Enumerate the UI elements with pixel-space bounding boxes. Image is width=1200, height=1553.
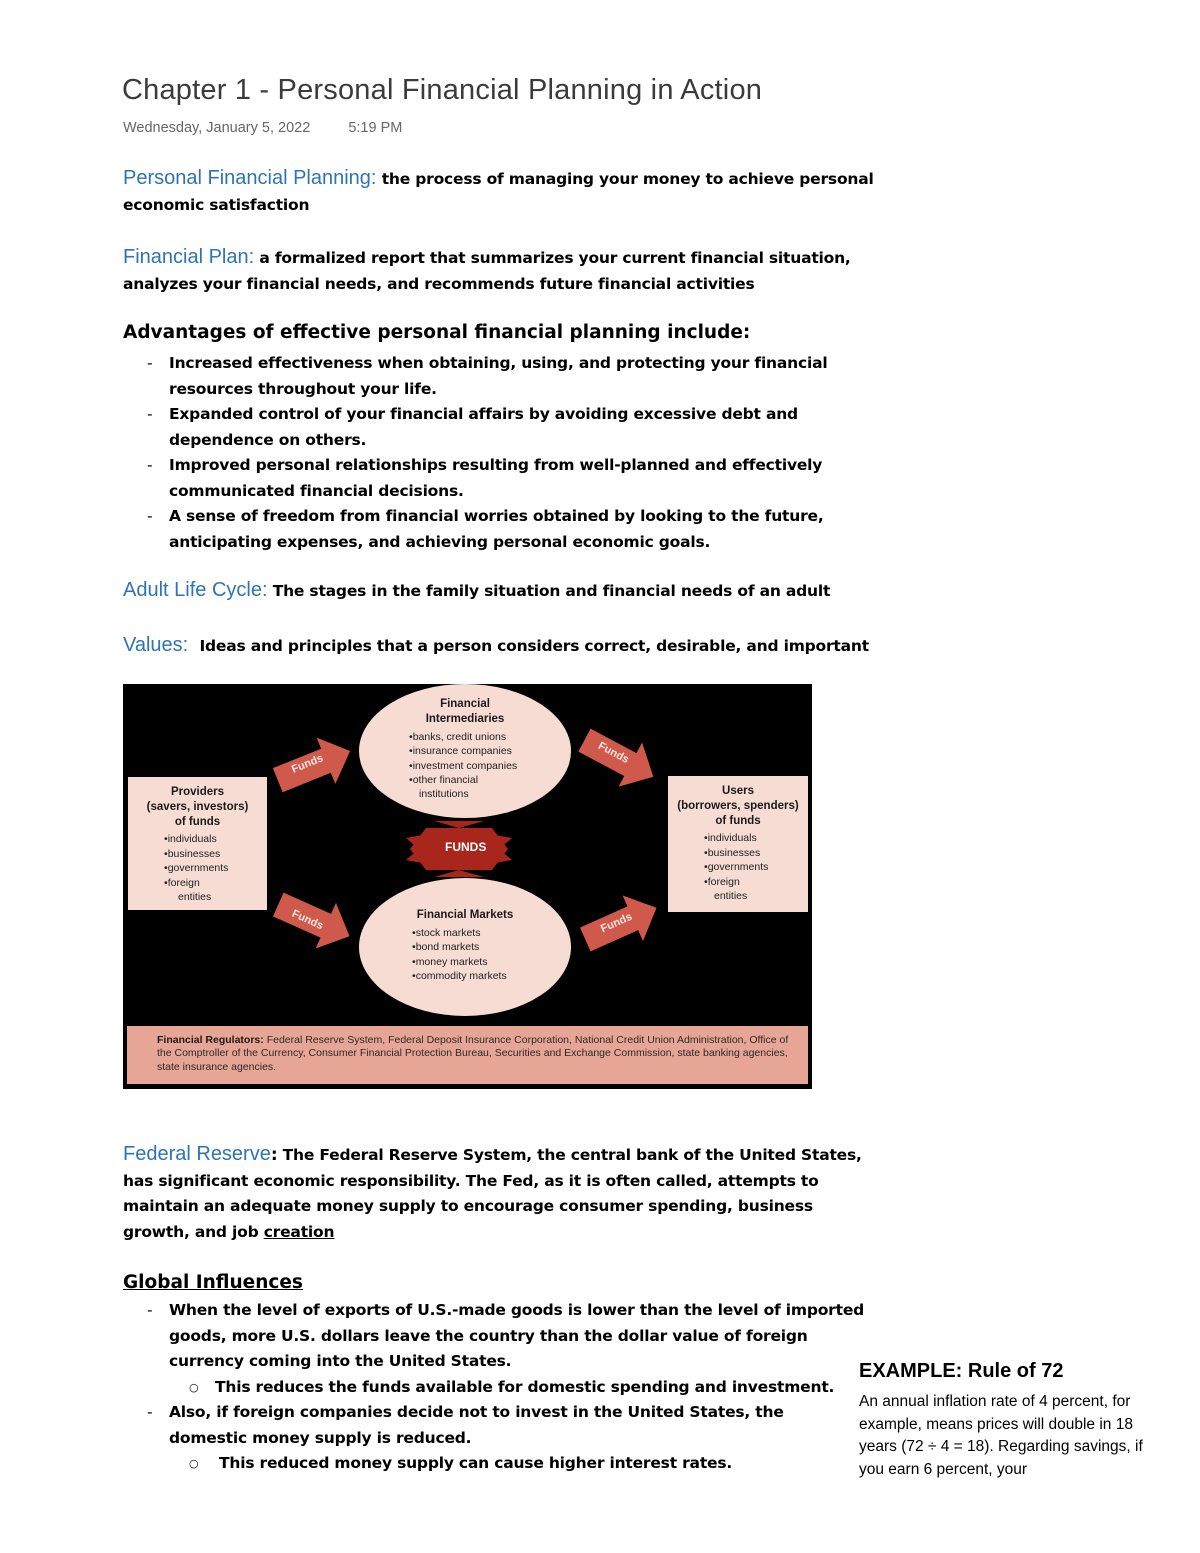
definition-text: The Federal Reserve System, the central bank of the United States, has significant economic responsibility. The Fed, as it is often called, attempts to maintain an adequate money supply to encourage consumer spending, business growth, and job: [123, 1146, 862, 1241]
financial-system-diagram: [123, 684, 812, 1089]
regulators-label: Financial Regulators:: [157, 1034, 264, 1046]
list-item: • governments: [164, 861, 267, 876]
list-item: • commodity markets: [412, 969, 571, 983]
sub-list-item: ○ This reduces the funds available for domestic spending and investment.: [123, 1375, 865, 1401]
definition-federal-reserve: [123, 1142, 883, 1245]
page-title: Chapter 1 - Personal Financial Planning in Action: [122, 74, 763, 106]
providers-subtitle: of funds: [174, 816, 221, 828]
list-item-continuation: institutions: [419, 788, 469, 801]
list-item: • foreign: [704, 875, 808, 890]
list-item: • bond markets: [412, 940, 571, 954]
intermediaries-title: Intermediaries: [425, 713, 505, 725]
page-date: Wednesday, January 5, 2022: [123, 120, 311, 136]
list-item: • governments: [704, 860, 808, 875]
list-item: • banks, credit unions: [409, 730, 571, 744]
definition-financial-plan: [123, 244, 893, 297]
example-text: An annual inflation rate of 4 percent, for example, means prices will double in 18 years (72 ÷ 4 = 18). Regarding savings, if you earn 6 percent, your: [859, 1393, 1143, 1478]
definition-last-word: creation: [263, 1222, 335, 1241]
definition-personal-financial-planning: [123, 165, 893, 218]
providers-box: [128, 777, 267, 910]
list-item: • money markets: [412, 955, 571, 969]
definition-text: a formalized report that summarizes your current financial situation, analyzes your financial needs, and recommends future financial activities: [123, 249, 851, 293]
advantages-list: [123, 351, 893, 555]
center-arrow-label: FUNDS: [445, 840, 487, 854]
list-item: • individuals: [164, 832, 267, 847]
markets-oval: [359, 878, 571, 1016]
list-item: • businesses: [164, 847, 267, 862]
list-item: - Increased effectiveness when obtaining, using, and protecting your financial resources throughout your life.: [123, 351, 893, 402]
advantages-heading: Advantages of effective personal financial planning include:: [123, 322, 751, 343]
arrow-label: Funds: [289, 752, 326, 776]
list-item: - Also, if foreign companies decide not to invest in the United States, the domestic money supply is reduced.: [123, 1400, 865, 1451]
list-item: • insurance companies: [409, 744, 571, 758]
definition-values: [123, 632, 893, 659]
intermediaries-oval: [359, 684, 571, 818]
example-title: EXAMPLE: Rule of 72: [859, 1360, 1064, 1382]
definition-text: the process of managing your money to achieve personal economic satisfaction: [123, 170, 874, 214]
regulators-text: Federal Reserve System, Federal Deposit Insurance Corporation, National Credit Union Administration, Office of the Comptroller of the Currency, Consumer Financial Protection Bureau, Securities and Exchange Commission, state banking agencies, state insurance agencies.: [157, 1034, 789, 1073]
list-item: • individuals: [704, 831, 808, 846]
sub-list-item: ○ This reduced money supply can cause higher interest rates.: [123, 1451, 865, 1477]
definition-text: The stages in the family situation and financial needs of an adult: [272, 582, 831, 600]
global-influences-list: [123, 1298, 865, 1477]
markets-title: Financial Markets: [416, 909, 514, 921]
term-colon: :: [270, 1145, 278, 1165]
term-values: Values:: [123, 634, 189, 656]
arrow-label: Funds: [596, 739, 631, 767]
providers-subtitle: (savers, investors): [146, 801, 249, 813]
term-personal-financial-planning: Personal Financial Planning:: [123, 167, 377, 189]
users-subtitle: of funds: [715, 815, 761, 827]
providers-title: Providers: [170, 786, 225, 798]
list-item: - Improved personal relationships resulting from well-planned and effectively communicated financial decisions.: [123, 453, 893, 504]
list-item: - A sense of freedom from financial worries obtained by looking to the future, anticipating expenses, and achieving personal economic goals.: [123, 504, 893, 555]
definition-adult-life-cycle: [123, 577, 893, 604]
arrow-label: Funds: [598, 910, 635, 936]
page-time: 5:19 PM: [348, 120, 403, 136]
intermediaries-title: Financial: [440, 698, 490, 710]
list-item: - Expanded control of your financial affairs by avoiding excessive debt and dependence on others.: [123, 402, 893, 453]
list-item: - When the level of exports of U.S.-made goods is lower than the level of imported goods, more U.S. dollars leave the country than the dollar value of foreign currency coming into the United States.: [123, 1298, 865, 1375]
arrow-label: Funds: [289, 907, 326, 933]
users-subtitle: (borrowers, spenders): [677, 800, 799, 812]
term-federal-reserve: Federal Reserve: [123, 1143, 271, 1165]
list-item-continuation: entities: [714, 890, 748, 902]
list-item: • other financial: [409, 773, 571, 787]
list-item: • businesses: [704, 846, 808, 861]
definition-text: Ideas and principles that a person considers correct, desirable, and important: [199, 637, 869, 655]
term-financial-plan: Financial Plan:: [123, 246, 255, 268]
list-item: • stock markets: [412, 926, 571, 940]
regulators-box: [127, 1026, 808, 1084]
users-title: Users: [722, 785, 754, 797]
list-item: • foreign: [164, 876, 267, 891]
term-adult-life-cycle: Adult Life Cycle:: [123, 579, 268, 601]
global-influences-heading: Global Influences: [123, 1272, 303, 1293]
page-timestamp: [123, 120, 402, 136]
list-item-continuation: entities: [178, 891, 212, 903]
users-box: [668, 776, 808, 912]
list-item: • investment companies: [409, 759, 571, 773]
